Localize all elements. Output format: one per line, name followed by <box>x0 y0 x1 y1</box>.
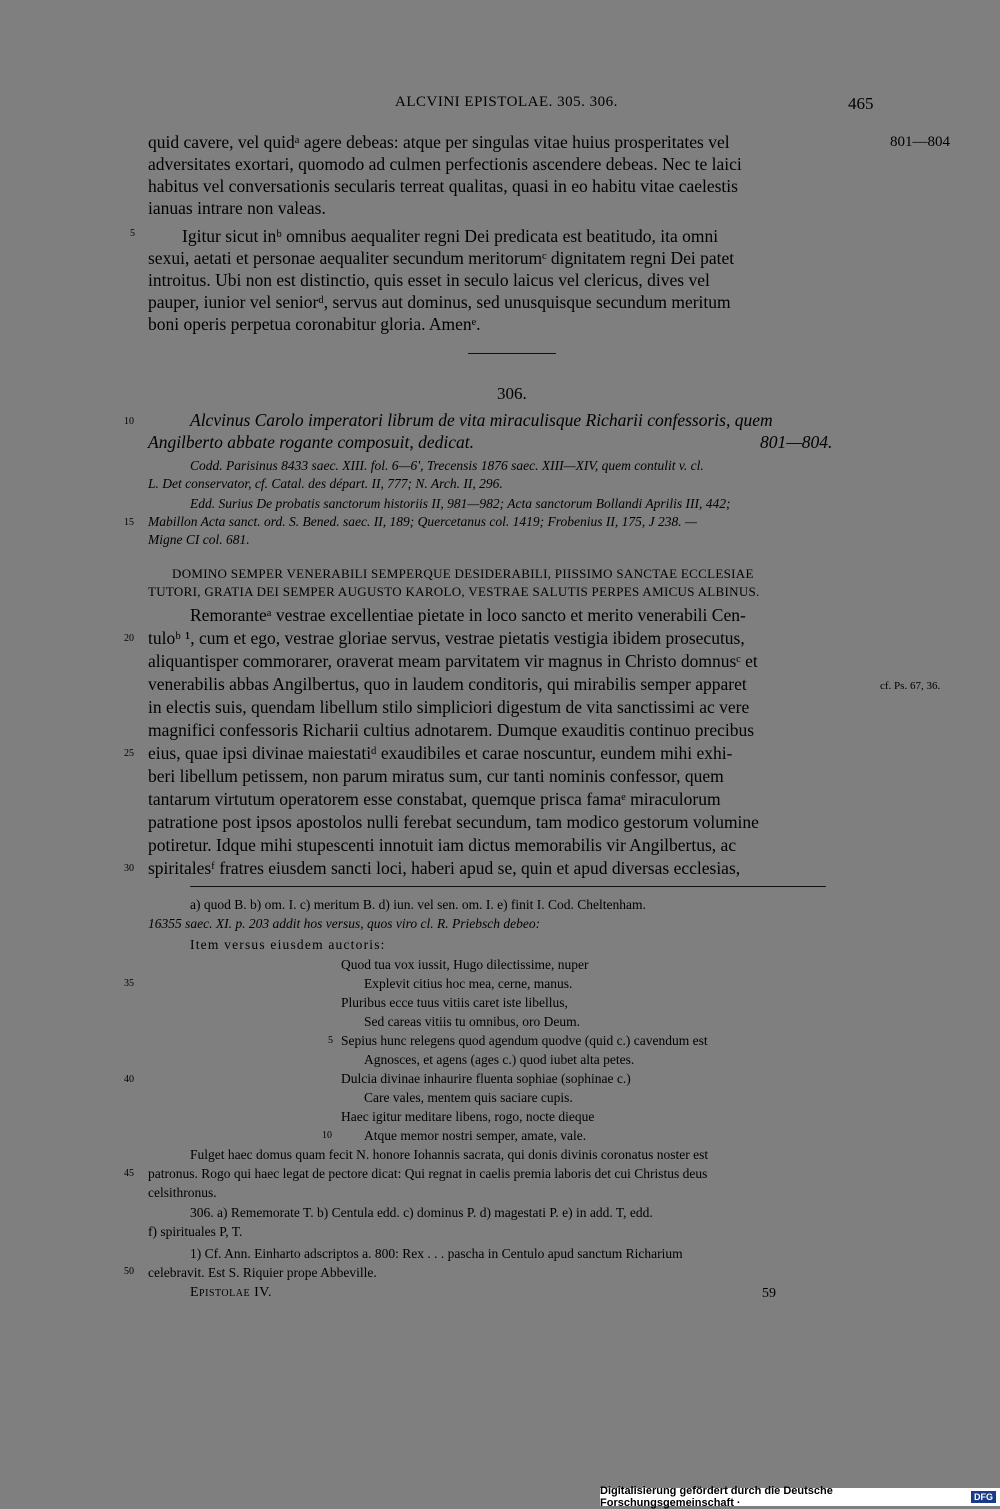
text-line: ianuas intrare non valeas. <box>148 198 326 218</box>
line-number: 35 <box>124 978 134 989</box>
text-line: tuloᵇ ¹, cum et ego, vestrae gloriae servus, vestrae pietatis vestigia ibidem prosecutus, <box>148 628 745 648</box>
verse-line: Quod tua vox iussit, Hugo dilectissime, nuper <box>341 957 589 972</box>
text-line: patratione post ipsos apostolos nulli ferebat secundum, tam modico gestorum volumine <box>148 812 759 832</box>
section-divider <box>468 353 556 354</box>
footnote-rule <box>190 886 826 887</box>
text-line: introitus. Ubi non est distinctio, quis esset in seculo laicus vel clericus, dives vel <box>148 270 710 290</box>
line-number: 20 <box>124 633 134 644</box>
date-margin: 801—804 <box>890 134 950 150</box>
codd-line: L. Det conservator, cf. Catal. des départ. II, 777; N. Arch. II, 296. <box>148 476 503 491</box>
summary-line: Alcvinus Carolo imperatori librum de vita miraculisque Richarii confessoris, quem <box>190 410 773 430</box>
text-line: boni operis perpetua coronabitur gloria. Amenᵉ. <box>148 314 481 334</box>
running-title: ALCVINI EPISTOLAE. 305. 306. <box>395 94 618 110</box>
verse-line: Explevit citius hoc mea, cerne, manus. <box>364 976 573 991</box>
line-number: 25 <box>124 748 134 759</box>
footnote-line: 16355 saec. XI. p. 203 addit hos versus, quos viro cl. R. Priebsch debeo: <box>148 916 541 931</box>
verse-number: 10 <box>322 1130 332 1141</box>
verse-line: Agnosces, et agens (ages c.) quod iubet alta petes. <box>364 1052 635 1067</box>
line-number: 30 <box>124 863 134 874</box>
line-number: 10 <box>124 416 134 427</box>
text-line: pauper, iunior vel seniorᵈ, servus aut dominus, sed unusquisque secundum meritum <box>148 292 731 312</box>
salutation-line: TUTORI, GRATIA DEI SEMPER AUGUSTO KAROLO, VESTRAE SALUTIS PERPES AMICUS ALBINUS. <box>148 584 760 599</box>
verse-heading: Item versus eiusdem auctoris: <box>190 937 386 952</box>
text-line: Remoranteᵃ vestrae excellentiae pietate in loco sancto et merito venerabili Cen- <box>190 605 746 625</box>
footnote-line: 306. a) Rememorate T. b) Centula edd. c) dominus P. d) magestati P. e) in add. T, edd. <box>190 1205 653 1220</box>
signature-right: 59 <box>762 1286 776 1301</box>
edd-line: Mabillon Acta sanct. ord. S. Bened. saec. II, 189; Quercetanus col. 1419; Frobenius II, 175, J 238. — <box>148 514 698 529</box>
summary-line: Angilberto abbate rogante composuit, dedicat. <box>148 432 474 452</box>
footnote-line: a) quod B. b) om. I. c) meritum B. d) iun. vel sen. om. I. e) finit I. Cod. Cheltenham. <box>190 897 646 912</box>
codd-line: Codd. Parisinus 8433 saec. XIII. fol. 6—6', Trecensis 1876 saec. XIII—XIV, quem contulit v. cl. <box>190 458 704 473</box>
verse-line: Dulcia divinae inhaurire fluenta sophiae (sophinae c.) <box>341 1071 631 1086</box>
text-line: habitus vel conversationis secularis terreat qualitas, quasi in eo habitu vitae caelestis <box>148 176 738 196</box>
text-line: Igitur sicut inᵇ omnibus aequaliter regni Dei predicata est beatitudo, ita omni <box>182 226 719 246</box>
line-number: 15 <box>124 517 134 528</box>
dfg-logo-icon: DFG <box>971 1491 996 1503</box>
page-number: 465 <box>848 94 874 113</box>
signature-left: Epistolae IV. <box>190 1285 273 1300</box>
line-number: 40 <box>124 1074 134 1085</box>
edd-line: Migne CI col. 681. <box>148 532 250 547</box>
footnote-line: Fulget haec domus quam fecit N. honore Iohannis sacrata, qui donis divinis coronatus noster est <box>190 1147 709 1162</box>
text-line: eius, quae ipsi divinae maiestatiᵈ exaudibiles et carae noscuntur, eundem mihi exhi- <box>148 743 733 763</box>
verse-number: 5 <box>328 1035 333 1046</box>
footnote-line: celebravit. Est S. Riquier prope Abbeville. <box>148 1265 377 1280</box>
letter-number: 306. <box>497 384 527 403</box>
text-line: sexui, aetati et personae aequaliter secundum meritorumᶜ dignitatem regni Dei patet <box>148 248 735 268</box>
line-number: 50 <box>124 1266 134 1277</box>
text-line: quid cavere, vel quidᵃ agere debeas: atque per singulas vitae huius prosperitates vel <box>148 132 730 152</box>
verse-line: Sepius hunc relegens quod agendum quodve (quid c.) cavendum est <box>341 1033 708 1048</box>
text-line: beri libellum petissem, non parum miratus sum, cur tanti nominis confessor, quem <box>148 766 724 786</box>
footnote-line: 1) Cf. Ann. Einharto adscriptos a. 800: Rex . . . pascha in Centulo apud sanctum Richarium <box>190 1246 683 1261</box>
footnote-line: patronus. Rogo qui haec legat de pectore dicat: Qui regnat in caelis premia laboris det cui Christus deus <box>148 1166 708 1181</box>
text-line: in electis suis, quendam libellum stilo simpliciori digestum de vita sanctissimi ac vere <box>148 697 750 717</box>
edd-line: Edd. Surius De probatis sanctorum historiis II, 981—982; Acta sanctorum Bollandi Aprilis III, 442; <box>190 496 731 511</box>
dfg-banner-text: Digitalisierung gefördert durch die Deutsche Forschungsgemeinschaft · <box>600 1485 833 1509</box>
verse-line: Atque memor nostri semper, amate, vale. <box>364 1128 587 1143</box>
verse-line: Pluribus ecce tuus vitiis caret iste libellus, <box>341 995 568 1010</box>
footnote-line: f) spirituales P, T. <box>148 1224 243 1239</box>
dfg-banner[interactable] <box>600 1485 1000 1509</box>
text-line: potiretur. Idque mihi stupescenti innotuit iam dictus memorabilis vir Angilbertus, ac <box>148 835 737 855</box>
text-line: aliquantisper commorarer, oraverat meam parvitatem vir magnus in Christo domnusᶜ et <box>148 651 758 671</box>
footnote-line: celsithronus. <box>148 1185 217 1200</box>
line-number: 45 <box>124 1168 134 1179</box>
summary-date: 801—804. <box>760 432 833 452</box>
psalm-reference: cf. Ps. 67, 36. <box>880 680 941 692</box>
text-line: spiritalesᶠ fratres eiusdem sancti loci, haberi apud se, quin et apud diversas ecclesias, <box>148 858 741 878</box>
verse-line: Haec igitur meditare libens, rogo, nocte dieque <box>341 1109 595 1124</box>
salutation-line: DOMINO SEMPER VENERABILI SEMPERQUE DESIDERABILI, PIISSIMO SANCTAE ECCLESIAE <box>172 566 754 581</box>
text-line: tantarum virtutum operatorem esse constabat, quemque prisca famaᵉ miraculorum <box>148 789 721 809</box>
line-number: 5 <box>130 228 135 239</box>
text-line: magnifici confessoris Richarii cultius adnotarem. Dumque exauditis continuo precibus <box>148 720 755 740</box>
text-line: adversitates exortari, quomodo ad culmen perfectionis ascendere debeas. Nec te laici <box>148 154 742 174</box>
text-line: venerabilis abbas Angilbertus, quo in laudem conditoris, qui mirabilis semper apparet <box>148 674 747 694</box>
verse-line: Care vales, mentem quis saciare cupis. <box>364 1090 573 1105</box>
verse-line: Sed careas vitiis tu omnibus, oro Deum. <box>364 1014 580 1029</box>
